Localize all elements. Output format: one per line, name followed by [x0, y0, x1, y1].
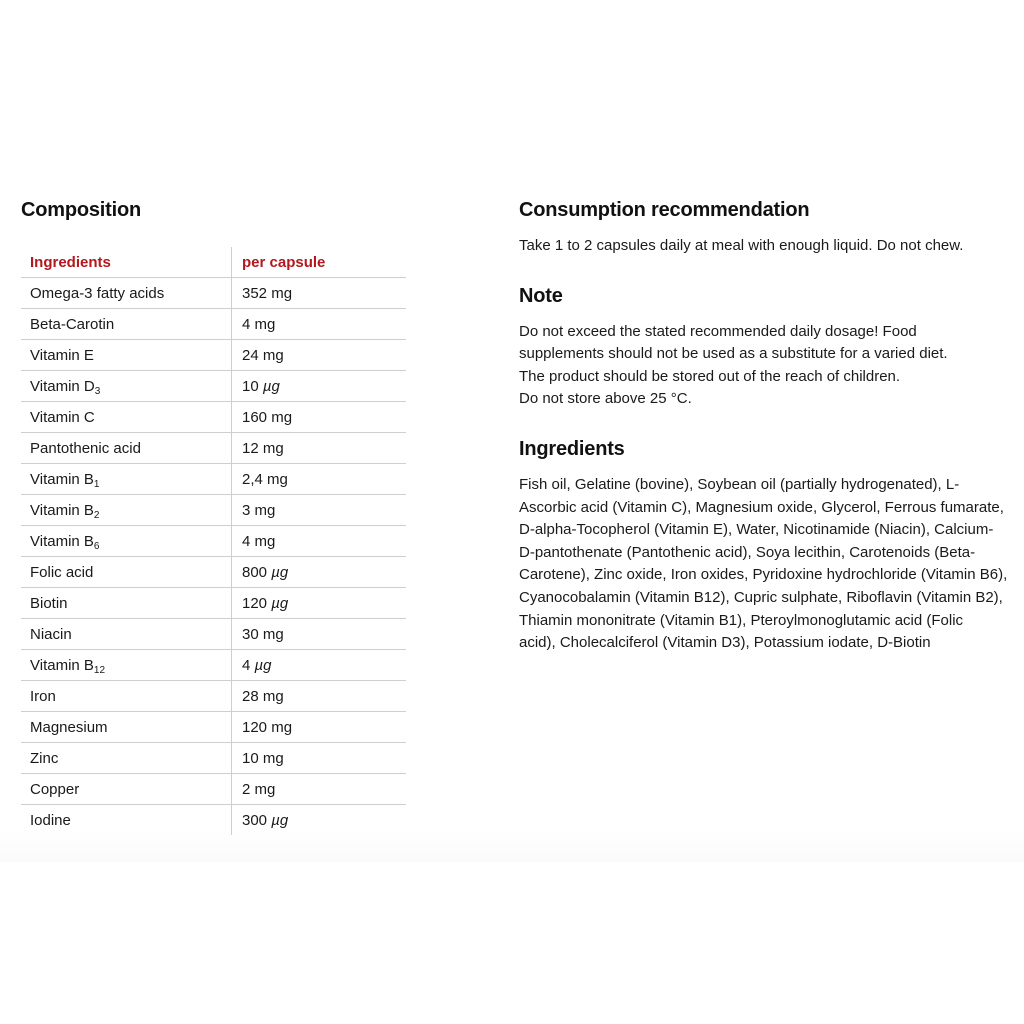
amount-value: 4 — [242, 315, 251, 333]
ingredient-subscript: 2 — [93, 509, 100, 521]
ingredient-name: Vitamin D — [30, 377, 95, 395]
table-row — [21, 433, 406, 464]
amount-value: 300 — [242, 811, 268, 829]
ingredient-name: Niacin — [30, 625, 72, 643]
table-row — [21, 371, 406, 402]
ingredients-title: Ingredients — [519, 437, 625, 460]
ingredient-subscript: 6 — [93, 540, 100, 552]
ingredient-name: Vitamin B — [30, 656, 94, 674]
ingredient-name: Iron — [30, 687, 56, 705]
ingredients-section — [519, 435, 1009, 655]
table-row — [21, 495, 406, 526]
amount-value: 2 — [242, 780, 251, 798]
table-row — [21, 650, 406, 681]
amount-unit: mg — [271, 718, 293, 736]
ingredient-name: Beta-Carotin — [30, 315, 115, 333]
note-line: supplements should not be used as a substitute for a varied diet. — [519, 345, 948, 363]
amount-cell — [232, 712, 407, 743]
ingredient-name-cell — [21, 340, 232, 371]
table-row — [21, 743, 406, 774]
ingredients-line: Fish oil, Gelatine (bovine), Soybean oil (partially hydrogenated), L- — [519, 475, 960, 493]
ingredient-name: Pantothenic acid — [30, 439, 141, 457]
table-row — [21, 557, 406, 588]
amount-value: 120 — [242, 718, 268, 736]
amount-cell — [232, 557, 407, 588]
ingredient-name: Vitamin C — [30, 408, 95, 426]
amount-value: 4 — [242, 532, 251, 550]
amount-unit: µg — [254, 656, 272, 674]
ingredients-line: acid), Cholecalciferol (Vitamin D3), Potassium iodate, D-Biotin — [519, 634, 931, 652]
ingredients-line: Cyanocobalamin (Vitamin B12), Cupric sulphate, Riboflavin (Vitamin B2), — [519, 588, 1003, 606]
ingredient-name-cell — [21, 619, 232, 650]
amount-cell — [232, 774, 407, 805]
note-text — [519, 321, 1009, 411]
amount-value: 2,4 — [242, 470, 263, 488]
amount-value: 10 — [242, 749, 259, 767]
amount-cell — [232, 681, 407, 712]
consumption-text: Take 1 to 2 capsules daily at meal with enough liquid. Do not chew. — [519, 237, 964, 254]
table-row — [21, 774, 406, 805]
table-row — [21, 309, 406, 340]
ingredient-name-cell — [21, 588, 232, 619]
ingredient-name: Folic acid — [30, 563, 94, 581]
ingredients-line: Ascorbic acid (Vitamin C), Magnesium oxide, Glycerol, Ferrous fumarate, — [519, 498, 1004, 516]
composition-table-body — [21, 278, 406, 836]
table-row — [21, 588, 406, 619]
amount-unit: mg — [254, 501, 276, 519]
amount-unit: µg — [262, 377, 280, 395]
amount-cell — [232, 464, 407, 495]
ingredient-name-cell — [21, 402, 232, 433]
ingredient-name-cell — [21, 743, 232, 774]
header-per-capsule: per capsule — [232, 247, 407, 278]
amount-value: 24 — [242, 346, 259, 364]
ingredients-line: D-pantothenate (Pantothenic acid), Soya lecithin, Carotenoids (Beta- — [519, 543, 976, 561]
ingredient-name: Biotin — [30, 594, 68, 612]
header-ingredients: Ingredients — [21, 247, 232, 278]
consumption-title: Consumption recommendation — [519, 199, 810, 221]
amount-cell — [232, 433, 407, 464]
ingredient-subscript: 1 — [93, 478, 100, 490]
amount-unit: mg — [262, 687, 284, 705]
ingredient-name: Iodine — [30, 811, 71, 829]
composition-title: Composition — [21, 199, 142, 221]
amount-unit: µg — [271, 811, 289, 829]
amount-value: 800 — [242, 563, 268, 581]
amount-cell — [232, 340, 407, 371]
amount-cell — [232, 743, 407, 774]
amount-unit: mg — [262, 749, 284, 767]
table-row — [21, 340, 406, 371]
amount-unit: mg — [262, 625, 284, 643]
note-line: Do not store above 25 °C. — [519, 390, 692, 408]
ingredient-name-cell — [21, 774, 232, 805]
amount-cell — [232, 371, 407, 402]
table-header-row — [21, 247, 406, 278]
ingredient-name-cell — [21, 309, 232, 340]
note-line: The product should be stored out of the reach of children. — [519, 367, 901, 385]
ingredient-name: Omega-3 fatty acids — [30, 284, 165, 302]
ingredient-name-cell — [21, 650, 232, 681]
composition-table — [21, 247, 406, 835]
ingredient-name: Vitamin B — [30, 501, 94, 519]
amount-cell — [232, 805, 407, 836]
amount-unit: µg — [271, 563, 289, 581]
amount-cell — [232, 495, 407, 526]
ingredient-name-cell — [21, 464, 232, 495]
note-section — [519, 282, 1009, 411]
note-line: Do not exceed the stated recommended daily dosage! Food — [519, 322, 917, 340]
note-title: Note — [519, 284, 563, 307]
consumption-section — [519, 196, 1009, 258]
ingredient-name: Zinc — [30, 749, 59, 767]
table-row — [21, 278, 406, 309]
amount-value: 12 — [242, 439, 259, 457]
ingredient-name-cell — [21, 526, 232, 557]
ingredient-subscript: 3 — [94, 385, 101, 397]
amount-cell — [232, 526, 407, 557]
amount-cell — [232, 309, 407, 340]
ingredient-name-cell — [21, 278, 232, 309]
amount-unit: mg — [254, 532, 276, 550]
amount-unit: mg — [254, 315, 276, 333]
amount-unit: mg — [262, 346, 284, 364]
amount-value: 30 — [242, 625, 259, 643]
ingredient-name-cell — [21, 371, 232, 402]
amount-cell — [232, 619, 407, 650]
ingredients-line: Thiamin mononitrate (Vitamin B1), Pteroylmonoglutamic acid (Folic — [519, 611, 964, 629]
amount-value: 120 — [242, 594, 268, 612]
ingredients-line: D-alpha-Tocopherol (Vitamin E), Water, Nicotinamide (Niacin), Calcium- — [519, 521, 994, 539]
ingredient-name-cell — [21, 805, 232, 836]
ingredient-name-cell — [21, 495, 232, 526]
ingredient-name-cell — [21, 681, 232, 712]
ingredient-name: Magnesium — [30, 718, 108, 736]
amount-cell — [232, 588, 407, 619]
table-row — [21, 712, 406, 743]
amount-value: 352 — [242, 284, 268, 302]
amount-value: 10 — [242, 377, 259, 395]
table-row — [21, 464, 406, 495]
table-row — [21, 402, 406, 433]
ingredient-name: Vitamin B — [30, 470, 94, 488]
amount-cell — [232, 650, 407, 681]
ingredient-name-cell — [21, 557, 232, 588]
amount-unit: mg — [271, 284, 293, 302]
amount-unit: mg — [267, 470, 288, 488]
table-row — [21, 681, 406, 712]
ingredient-name-cell — [21, 433, 232, 464]
ingredients-text — [519, 474, 1009, 655]
info-column — [519, 196, 1009, 655]
ingredients-line: Carotene), Zinc oxide, Iron oxides, Pyridoxine hydrochloride (Vitamin B6), — [519, 566, 1008, 584]
ingredient-name-cell — [21, 712, 232, 743]
amount-value: 28 — [242, 687, 259, 705]
amount-unit: µg — [271, 594, 289, 612]
table-row — [21, 526, 406, 557]
ingredient-subscript: 12 — [93, 664, 106, 676]
table-row — [21, 619, 406, 650]
amount-cell — [232, 402, 407, 433]
amount-cell — [232, 278, 407, 309]
composition-section — [21, 196, 407, 835]
table-row — [21, 805, 406, 836]
amount-unit: mg — [262, 439, 284, 457]
amount-unit: mg — [254, 780, 276, 798]
ingredient-name: Vitamin B — [30, 532, 94, 550]
amount-value: 160 — [242, 408, 268, 426]
amount-unit: mg — [271, 408, 293, 426]
ingredient-name: Vitamin E — [30, 346, 94, 364]
ingredient-name: Copper — [30, 780, 80, 798]
amount-value: 4 — [242, 656, 251, 674]
amount-value: 3 — [242, 501, 251, 519]
